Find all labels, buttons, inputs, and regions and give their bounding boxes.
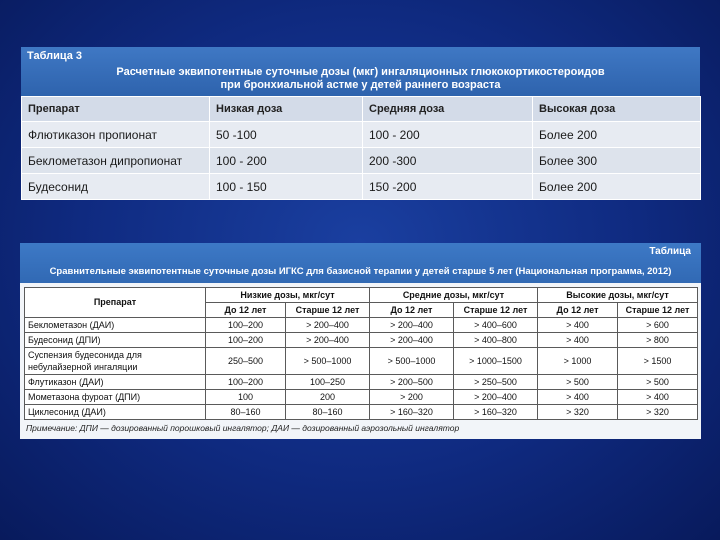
table-cell: 100 - 200	[363, 122, 533, 148]
table-cell: > 1000–1500	[454, 348, 538, 375]
table-cell: 250–500	[206, 348, 286, 375]
table-cell: 100–200	[206, 318, 286, 333]
table2-label: Таблица	[649, 246, 691, 257]
table2-footnote: Примечание: ДПИ — дозированный порошковый ингалятор; ДАИ — дозированный аэрозольный ингалятор	[26, 423, 460, 433]
table-cell: > 400	[538, 390, 618, 405]
table-cell: > 200–500	[370, 375, 454, 390]
table-header-cell: Высокая доза	[533, 97, 701, 122]
table-cell: > 800	[618, 333, 698, 348]
table-cell: > 500–1000	[286, 348, 370, 375]
table-row	[22, 174, 701, 200]
table-row	[22, 122, 701, 148]
table-cell: 200 -300	[363, 148, 533, 174]
table-cell: > 160–320	[454, 405, 538, 420]
table-cell: > 600	[618, 318, 698, 333]
table-row	[25, 375, 698, 390]
table-cell: > 320	[538, 405, 618, 420]
table-header-cell: Высокие дозы, мкг/сут	[538, 288, 698, 303]
table-cell: > 200–400	[454, 390, 538, 405]
table-cell: 150 -200	[363, 174, 533, 200]
table-cell: > 400	[618, 390, 698, 405]
table-cell: > 500–1000	[370, 348, 454, 375]
table-cell: > 400–800	[454, 333, 538, 348]
table1-header	[21, 47, 700, 96]
table-cell: 100	[206, 390, 286, 405]
table-cell: Более 200	[533, 122, 701, 148]
table-cell: Более 200	[533, 174, 701, 200]
table-cell: > 400	[538, 318, 618, 333]
table-cell: > 1500	[618, 348, 698, 375]
table-row	[25, 318, 698, 333]
table2-title: Сравнительные эквипотентные суточные дозы ИГКС для базисной терапии у детей старше 5 лет (Национальная программа, 2012)	[49, 266, 672, 277]
table2-group-row	[25, 288, 698, 303]
table-cell: > 400–600	[454, 318, 538, 333]
table-row	[25, 390, 698, 405]
table-header-cell: Препарат	[25, 288, 206, 318]
table-cell: Флютиказон пропионат	[22, 122, 210, 148]
table-cell: Циклесонид (ДАИ)	[25, 405, 206, 420]
table-row	[25, 405, 698, 420]
table-header-cell: До 12 лет	[538, 303, 618, 318]
table-header-cell: Старше 12 лет	[618, 303, 698, 318]
table-cell: Мометазона фуроат (ДПИ)	[25, 390, 206, 405]
table-cell: 100 - 200	[210, 148, 363, 174]
table-row	[25, 348, 698, 375]
table1-title: Расчетные эквипотентные суточные дозы (мкг) ингаляционных глюкокортикостероидов при бронхиальной астме у детей раннего возраста	[116, 66, 605, 91]
table-header-cell: Старше 12 лет	[454, 303, 538, 318]
table-cell: Более 300	[533, 148, 701, 174]
table-over-5-doses	[20, 243, 701, 439]
table-header-cell: Средняя доза	[363, 97, 533, 122]
table-header-cell: Низкая доза	[210, 97, 363, 122]
table2-grid	[24, 287, 698, 420]
table-cell: 80–160	[286, 405, 370, 420]
table-cell: 100–200	[206, 375, 286, 390]
table-cell: > 200–400	[370, 333, 454, 348]
table-header-cell: Низкие дозы, мкг/сут	[206, 288, 370, 303]
table-cell: > 200–400	[370, 318, 454, 333]
table-cell: > 160–320	[370, 405, 454, 420]
table-cell: 200	[286, 390, 370, 405]
table-cell: Будесонид	[22, 174, 210, 200]
table-cell: Флутиказон (ДАИ)	[25, 375, 206, 390]
table-cell: > 500	[538, 375, 618, 390]
table1-label: Таблица 3	[27, 50, 83, 62]
table-cell: 50 -100	[210, 122, 363, 148]
table-early-age-doses	[21, 47, 700, 200]
table-cell: > 200–400	[286, 318, 370, 333]
table-header-cell: До 12 лет	[206, 303, 286, 318]
table-cell: > 400	[538, 333, 618, 348]
table-header-cell: Старше 12 лет	[286, 303, 370, 318]
table-header-cell: Препарат	[22, 97, 210, 122]
table1-grid	[21, 96, 701, 200]
table-cell: 100–200	[206, 333, 286, 348]
table-cell: 80–160	[206, 405, 286, 420]
table-cell: 100 - 150	[210, 174, 363, 200]
table-header-cell: Средние дозы, мкг/сут	[370, 288, 538, 303]
table-cell: Будесонид (ДПИ)	[25, 333, 206, 348]
table2-header	[20, 243, 701, 283]
table-cell: > 320	[618, 405, 698, 420]
table-cell: Беклометазон дипропионат	[22, 148, 210, 174]
table-cell: Беклометазон (ДАИ)	[25, 318, 206, 333]
table1-header-row	[22, 97, 701, 122]
table-cell: > 1000	[538, 348, 618, 375]
table-cell: > 500	[618, 375, 698, 390]
table-row	[25, 333, 698, 348]
table-row	[22, 148, 701, 174]
table-cell: > 200	[370, 390, 454, 405]
table-cell: 100–250	[286, 375, 370, 390]
table-cell: > 200–400	[286, 333, 370, 348]
table-cell: > 250–500	[454, 375, 538, 390]
table-header-cell: До 12 лет	[370, 303, 454, 318]
table-cell: Суспензия будесонида для небулайзерной ингаляции	[25, 348, 206, 375]
